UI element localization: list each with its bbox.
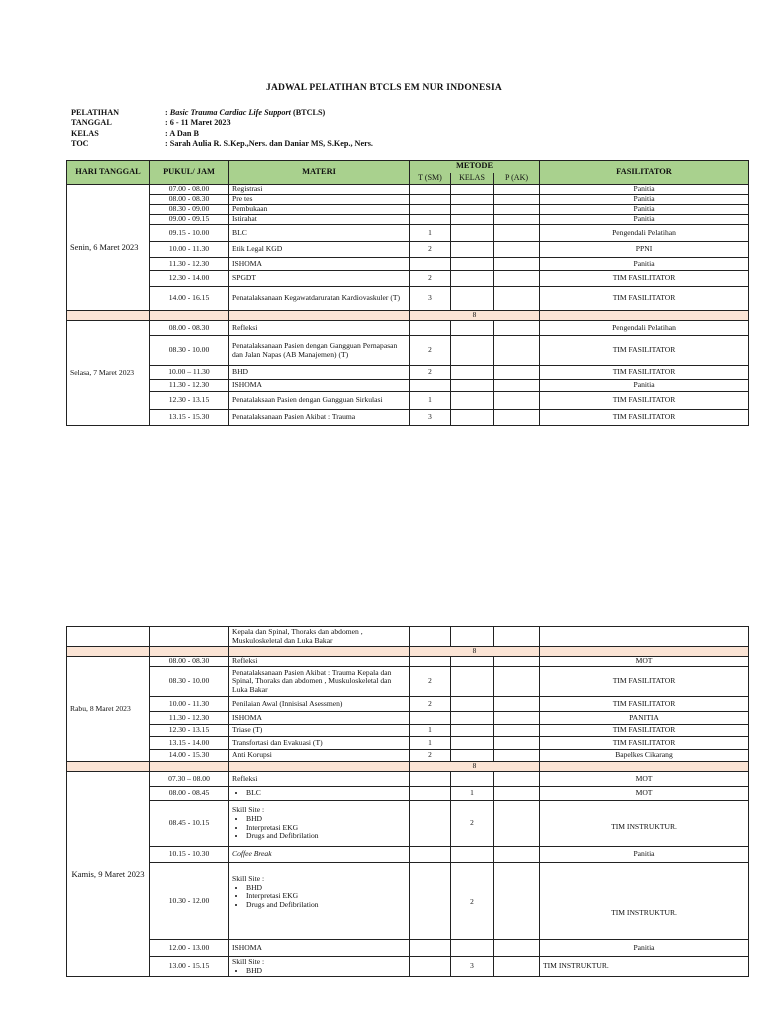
materi-cell: Penatalaksanaan Pasien dengan Gangguan Pernapasan dan Jalan Napas (AB Manajemen) (T) — [229, 336, 410, 366]
header-fasilitator: FASILITATOR — [540, 161, 749, 185]
facilitator-cell: TIM INSTRUKTUR. — [540, 957, 749, 977]
method-kelas-cell — [451, 380, 494, 392]
materi-cell — [229, 787, 410, 801]
facilitator-cell: Panitia — [540, 185, 749, 195]
subtotal-row — [67, 647, 749, 657]
meta-value-text: (BTCLS) — [290, 108, 326, 117]
subtotal-row — [67, 311, 749, 321]
method-t-cell: 2 — [410, 336, 451, 366]
method-kelas-cell — [451, 195, 494, 205]
time-cell: 11.30 - 12.30 — [150, 258, 229, 271]
empty-cell — [229, 311, 410, 321]
method-p-cell — [494, 195, 540, 205]
table-row — [67, 787, 749, 801]
materi-cell: ISHOMA — [229, 380, 410, 392]
empty-cell — [540, 647, 749, 657]
facilitator-cell: TIM FASILITATOR — [540, 336, 749, 366]
meta-value — [165, 139, 373, 149]
list-item: • Drugs and Defibrilation — [246, 832, 406, 841]
table-row — [67, 366, 749, 380]
empty-cell — [494, 863, 540, 940]
materi-cell: Triase (T) — [229, 725, 410, 737]
method-kelas-cell — [451, 242, 494, 258]
meta-key: KELAS — [71, 128, 99, 138]
empty-cell — [67, 647, 150, 657]
method-kelas-cell — [451, 258, 494, 271]
meta-key: TOC — [71, 138, 89, 148]
method-kelas-cell — [451, 287, 494, 311]
method-t-cell: 1 — [410, 225, 451, 242]
day-date-cell: Senin, 6 Maret 2023 — [67, 185, 150, 311]
materi-cell: Penatalaksanaan Pasien Akibat : Trauma — [229, 410, 410, 426]
list-item: • BHD — [246, 967, 406, 976]
method-p-cell — [494, 185, 540, 195]
header-pukul-jam: PUKUL/ JAM — [150, 161, 229, 185]
schedule-table-part-2 — [66, 626, 749, 977]
table-row — [67, 242, 749, 258]
facilitator-cell: TIM FASILITATOR — [540, 737, 749, 750]
method-p-cell — [494, 287, 540, 311]
time-cell: 13.15 - 14.00 — [150, 737, 229, 750]
method-t-cell — [410, 205, 451, 215]
table-row — [67, 697, 749, 712]
bullet-list — [232, 815, 406, 841]
facilitator-cell: PPNI — [540, 242, 749, 258]
table-row — [67, 750, 749, 762]
materi-cell: Etik Legal KGD — [229, 242, 410, 258]
table-row — [67, 737, 749, 750]
method-p-cell — [494, 225, 540, 242]
time-cell: 11.30 - 12.30 — [150, 712, 229, 725]
meta-value — [165, 108, 325, 118]
method-t-cell: 2 — [410, 697, 451, 712]
materi-cell: Penatalaksanaan Pasien Akibat : Trauma Kepala dan Spinal, Thoraks dan abdomen , Muskuloskeletal dan Luka Bakar — [229, 667, 410, 697]
empty-cell — [540, 627, 749, 647]
table-row — [67, 380, 749, 392]
table-row — [67, 392, 749, 410]
empty-cell — [410, 863, 451, 940]
header-kelas: KELAS — [451, 173, 494, 185]
method-p-cell — [494, 737, 540, 750]
method-p-cell — [494, 336, 540, 366]
materi-cell: Registrasi — [229, 185, 410, 195]
subtotal-value: 8 — [410, 311, 540, 321]
empty-cell — [150, 762, 229, 772]
day-date-cell: Selasa, 7 Maret 2023 — [67, 321, 150, 426]
skill-site-label: Skill Site : — [232, 805, 265, 815]
method-kelas-cell — [451, 366, 494, 380]
time-cell: 12.30 - 14.00 — [150, 271, 229, 287]
materi-cell — [229, 957, 410, 977]
training-meta — [71, 108, 373, 149]
time-cell: 08.30 - 10.00 — [150, 667, 229, 697]
time-cell: 08.00 - 08.30 — [150, 321, 229, 336]
meta-value — [165, 118, 231, 128]
table-row — [67, 712, 749, 725]
facilitator-cell: TIM INSTRUKTUR. — [540, 801, 749, 847]
facilitator-cell: MOT — [540, 772, 749, 787]
meta-key: TANGGAL — [71, 118, 112, 128]
time-cell: 09.00 - 09.15 — [150, 215, 229, 225]
facilitator-cell: Panitia — [540, 195, 749, 205]
empty-cell — [494, 787, 540, 801]
empty-cell — [410, 787, 451, 801]
empty-cell — [494, 772, 540, 787]
empty-cell — [451, 772, 494, 787]
meta-row — [71, 118, 373, 128]
method-kelas-cell — [451, 657, 494, 667]
empty-cell — [67, 762, 150, 772]
schedule-table-part-1 — [66, 160, 749, 426]
table-row — [67, 957, 749, 977]
materi-cell: Penatalaksaan Pasien dengan Gangguan Sirkulasi — [229, 392, 410, 410]
time-cell: 07.30 – 08.00 — [150, 772, 229, 787]
empty-cell — [410, 801, 451, 847]
materi-cell: Kepala dan Spinal, Thoraks dan abdomen , Muskuloskeletal dan Luka Bakar — [229, 627, 410, 647]
empty-cell — [150, 627, 229, 647]
table-row — [67, 287, 749, 311]
method-kelas-cell — [451, 737, 494, 750]
method-t-cell: 3 — [410, 410, 451, 426]
table-row — [67, 410, 749, 426]
materi-cell: SPGDT — [229, 271, 410, 287]
materi-cell: ISHOMA — [229, 940, 410, 957]
method-p-cell — [494, 258, 540, 271]
method-t-cell — [410, 657, 451, 667]
method-t-cell: 2 — [410, 271, 451, 287]
facilitator-cell: TIM FASILITATOR — [540, 697, 749, 712]
method-p-cell — [494, 667, 540, 697]
time-cell: 09.15 - 10.00 — [150, 225, 229, 242]
method-kelas-cell — [451, 336, 494, 366]
materi-cell: Istirahat — [229, 215, 410, 225]
method-kelas-cell — [451, 750, 494, 762]
method-t-cell — [410, 185, 451, 195]
meta-value-text: A Dan B — [169, 128, 199, 138]
method-t-cell — [410, 215, 451, 225]
method-t-cell: 2 — [410, 242, 451, 258]
empty-cell — [229, 762, 410, 772]
method-t-cell: 2 — [410, 750, 451, 762]
meta-separator: : — [165, 108, 170, 117]
list-item: • BHD — [246, 884, 406, 893]
method-t-cell — [410, 321, 451, 336]
subtotal-value: 8 — [410, 762, 540, 772]
facilitator-cell: MOT — [540, 787, 749, 801]
method-kelas-cell — [451, 697, 494, 712]
document-title: JADWAL PELATIHAN BTCLS EM NUR INDONESIA — [266, 83, 502, 93]
method-p-cell — [494, 215, 540, 225]
bullet-list — [232, 967, 406, 976]
meta-separator: : — [165, 118, 170, 128]
time-cell: 08.30 - 09.00 — [150, 205, 229, 215]
method-p-cell — [494, 392, 540, 410]
table-row — [67, 657, 749, 667]
table-row — [67, 271, 749, 287]
table-row — [67, 258, 749, 271]
method-kelas-cell — [451, 225, 494, 242]
facilitator-cell: TIM FASILITATOR — [540, 667, 749, 697]
empty-cell — [150, 311, 229, 321]
header-p-ak: P (AK) — [494, 173, 540, 185]
time-cell: 14.00 - 15.30 — [150, 750, 229, 762]
facilitator-cell: TIM INSTRUKTUR. — [540, 863, 749, 940]
method-p-cell — [494, 366, 540, 380]
facilitator-cell: Bapelkes Cikarang — [540, 750, 749, 762]
empty-cell — [451, 627, 494, 647]
method-t-cell: 1 — [410, 725, 451, 737]
table-row — [67, 185, 749, 195]
meta-value-text: Sarah Aulia R. S.Kep.,Ners. dan Daniar MS, S.Kep., Ners. — [169, 138, 373, 148]
meta-value-italic: Basic Trauma Cardiac Life Support — [169, 108, 291, 117]
facilitator-cell: Panitia — [540, 215, 749, 225]
facilitator-cell: Panitia — [540, 940, 749, 957]
header-hari-tanggal: HARI TANGGAL — [67, 161, 150, 185]
facilitator-cell: TIM FASILITATOR — [540, 410, 749, 426]
subtotal-row — [67, 762, 749, 772]
list-item: • Drugs and Defibrilation — [246, 901, 406, 910]
materi-cell: Pembukaan — [229, 205, 410, 215]
materi-cell: Refleksi — [229, 657, 410, 667]
method-kelas-cell — [451, 185, 494, 195]
subtotal-value: 8 — [410, 647, 540, 657]
table-row — [67, 195, 749, 205]
meta-key: PELATIHAN — [71, 108, 120, 117]
facilitator-cell: TIM FASILITATOR — [540, 366, 749, 380]
method-kelas-cell — [451, 215, 494, 225]
table-row — [67, 225, 749, 242]
materi-cell: Penilaian Awal (Innisisal Asessmen) — [229, 697, 410, 712]
empty-cell — [150, 647, 229, 657]
empty-cell — [494, 627, 540, 647]
time-cell: 08.30 - 10.00 — [150, 336, 229, 366]
table-row — [67, 205, 749, 215]
time-cell: 10.15 - 10.30 — [150, 847, 229, 863]
empty-cell — [410, 847, 451, 863]
materi-cell — [229, 801, 410, 847]
list-item: • Interpretasi EKG — [246, 824, 406, 833]
method-kelas-cell: 2 — [451, 863, 494, 940]
time-cell: 08.00 - 08.45 — [150, 787, 229, 801]
table-row — [67, 940, 749, 957]
method-p-cell — [494, 750, 540, 762]
meta-separator: : — [165, 128, 170, 138]
meta-row — [71, 108, 373, 118]
empty-cell — [494, 847, 540, 863]
empty-cell — [451, 847, 494, 863]
method-t-cell: 2 — [410, 366, 451, 380]
method-t-cell: 3 — [410, 287, 451, 311]
table-row — [67, 627, 749, 647]
header-metode: METODE — [410, 161, 540, 173]
facilitator-cell: Panitia — [540, 380, 749, 392]
facilitator-cell: TIM FASILITATOR — [540, 271, 749, 287]
facilitator-cell: Pengendali Pelatihan — [540, 225, 749, 242]
time-cell: 13.00 - 15.15 — [150, 957, 229, 977]
table-row — [67, 772, 749, 787]
table-row — [67, 863, 749, 940]
method-p-cell — [494, 410, 540, 426]
method-kelas-cell — [451, 271, 494, 287]
time-cell: 10.30 - 12.00 — [150, 863, 229, 940]
empty-cell — [410, 627, 451, 647]
facilitator-cell: Panitia — [540, 205, 749, 215]
facilitator-cell: Pengendali Pelatihan — [540, 321, 749, 336]
day-date-cell: Kamis, 9 Maret 2023 — [67, 772, 150, 977]
facilitator-cell: TIM FASILITATOR — [540, 725, 749, 737]
meta-row — [71, 129, 373, 139]
empty-cell — [67, 311, 150, 321]
method-t-cell — [410, 258, 451, 271]
time-cell: 14.00 - 16.15 — [150, 287, 229, 311]
method-p-cell — [494, 242, 540, 258]
materi-cell — [229, 863, 410, 940]
facilitator-cell: Panitia — [540, 847, 749, 863]
time-cell: 10.00 – 11.30 — [150, 366, 229, 380]
table-row — [67, 847, 749, 863]
empty-cell — [540, 762, 749, 772]
facilitator-cell: PANITIA — [540, 712, 749, 725]
method-t-cell: 1 — [410, 392, 451, 410]
materi-cell: ISHOMA — [229, 712, 410, 725]
empty-cell — [540, 311, 749, 321]
empty-cell — [451, 940, 494, 957]
meta-value — [165, 129, 199, 139]
header-t-sm: T (SM) — [410, 173, 451, 185]
time-cell: 13.15 - 15.30 — [150, 410, 229, 426]
list-item: • Interpretasi EKG — [246, 892, 406, 901]
meta-value-text: 6 - 11 Maret 2023 — [169, 118, 231, 128]
method-kelas-cell — [451, 410, 494, 426]
method-p-cell — [494, 712, 540, 725]
method-t-cell — [410, 380, 451, 392]
time-cell: 10.00 - 11.30 — [150, 242, 229, 258]
method-p-cell — [494, 271, 540, 287]
method-kelas-cell — [451, 392, 494, 410]
list-item: • BLC — [246, 789, 406, 798]
table-row — [67, 215, 749, 225]
time-cell: 10.00 - 11.30 — [150, 697, 229, 712]
materi-cell: Pre tes — [229, 195, 410, 205]
materi-cell: Refleksi — [229, 772, 410, 787]
bullet-list — [232, 789, 406, 798]
day-date-cell: Rabu, 8 Maret 2023 — [67, 657, 150, 762]
facilitator-cell: Panitia — [540, 258, 749, 271]
empty-cell — [494, 801, 540, 847]
facilitator-cell: TIM FASILITATOR — [540, 287, 749, 311]
skill-site-label: Skill Site : — [232, 956, 265, 966]
empty-cell — [494, 940, 540, 957]
method-kelas-cell: 2 — [451, 801, 494, 847]
method-p-cell — [494, 725, 540, 737]
method-t-cell: 1 — [410, 737, 451, 750]
facilitator-cell: MOT — [540, 657, 749, 667]
table-row — [67, 336, 749, 366]
empty-cell — [410, 772, 451, 787]
empty-cell — [410, 957, 451, 977]
materi-cell: Transfortasi dan Evakuasi (T) — [229, 737, 410, 750]
method-kelas-cell — [451, 667, 494, 697]
header-materi: MATERI — [229, 161, 410, 185]
time-cell: 12.30 - 13.15 — [150, 725, 229, 737]
time-cell: 12.30 - 13.15 — [150, 392, 229, 410]
table-row — [67, 667, 749, 697]
skill-site-label: Skill Site : — [232, 874, 265, 883]
method-t-cell: 2 — [410, 667, 451, 697]
time-cell: 11.30 - 12.30 — [150, 380, 229, 392]
time-cell: 08.00 - 08.30 — [150, 195, 229, 205]
empty-cell — [67, 627, 150, 647]
time-cell: 08.00 - 08.30 — [150, 657, 229, 667]
empty-cell — [494, 957, 540, 977]
bullet-list — [232, 884, 406, 910]
method-kelas-cell — [451, 712, 494, 725]
method-kelas-cell — [451, 321, 494, 336]
method-kelas-cell — [451, 205, 494, 215]
time-cell: 12.00 - 13.00 — [150, 940, 229, 957]
materi-cell: Coffee Break — [229, 847, 410, 863]
meta-separator: : — [165, 138, 170, 148]
table-row — [67, 801, 749, 847]
method-p-cell — [494, 657, 540, 667]
materi-cell: Penatalaksanaan Kegawatdaruratan Kardiovaskuler (T) — [229, 287, 410, 311]
materi-cell: BHD — [229, 366, 410, 380]
materi-cell: ISHOMA — [229, 258, 410, 271]
method-p-cell — [494, 380, 540, 392]
method-kelas-cell: 1 — [451, 787, 494, 801]
table-row — [67, 321, 749, 336]
method-kelas-cell — [451, 725, 494, 737]
method-p-cell — [494, 205, 540, 215]
list-item: • BHD — [246, 815, 406, 824]
method-p-cell — [494, 321, 540, 336]
empty-cell — [410, 940, 451, 957]
method-t-cell — [410, 712, 451, 725]
method-p-cell — [494, 697, 540, 712]
materi-cell: Refleksi — [229, 321, 410, 336]
time-cell: 07.00 - 08.00 — [150, 185, 229, 195]
table-row — [67, 725, 749, 737]
materi-cell: Anti Korupsi — [229, 750, 410, 762]
method-kelas-cell: 3 — [451, 957, 494, 977]
empty-cell — [229, 647, 410, 657]
materi-cell: BLC — [229, 225, 410, 242]
meta-row — [71, 139, 373, 149]
facilitator-cell: TIM FASILITATOR — [540, 392, 749, 410]
method-t-cell — [410, 195, 451, 205]
time-cell: 08.45 - 10.15 — [150, 801, 229, 847]
